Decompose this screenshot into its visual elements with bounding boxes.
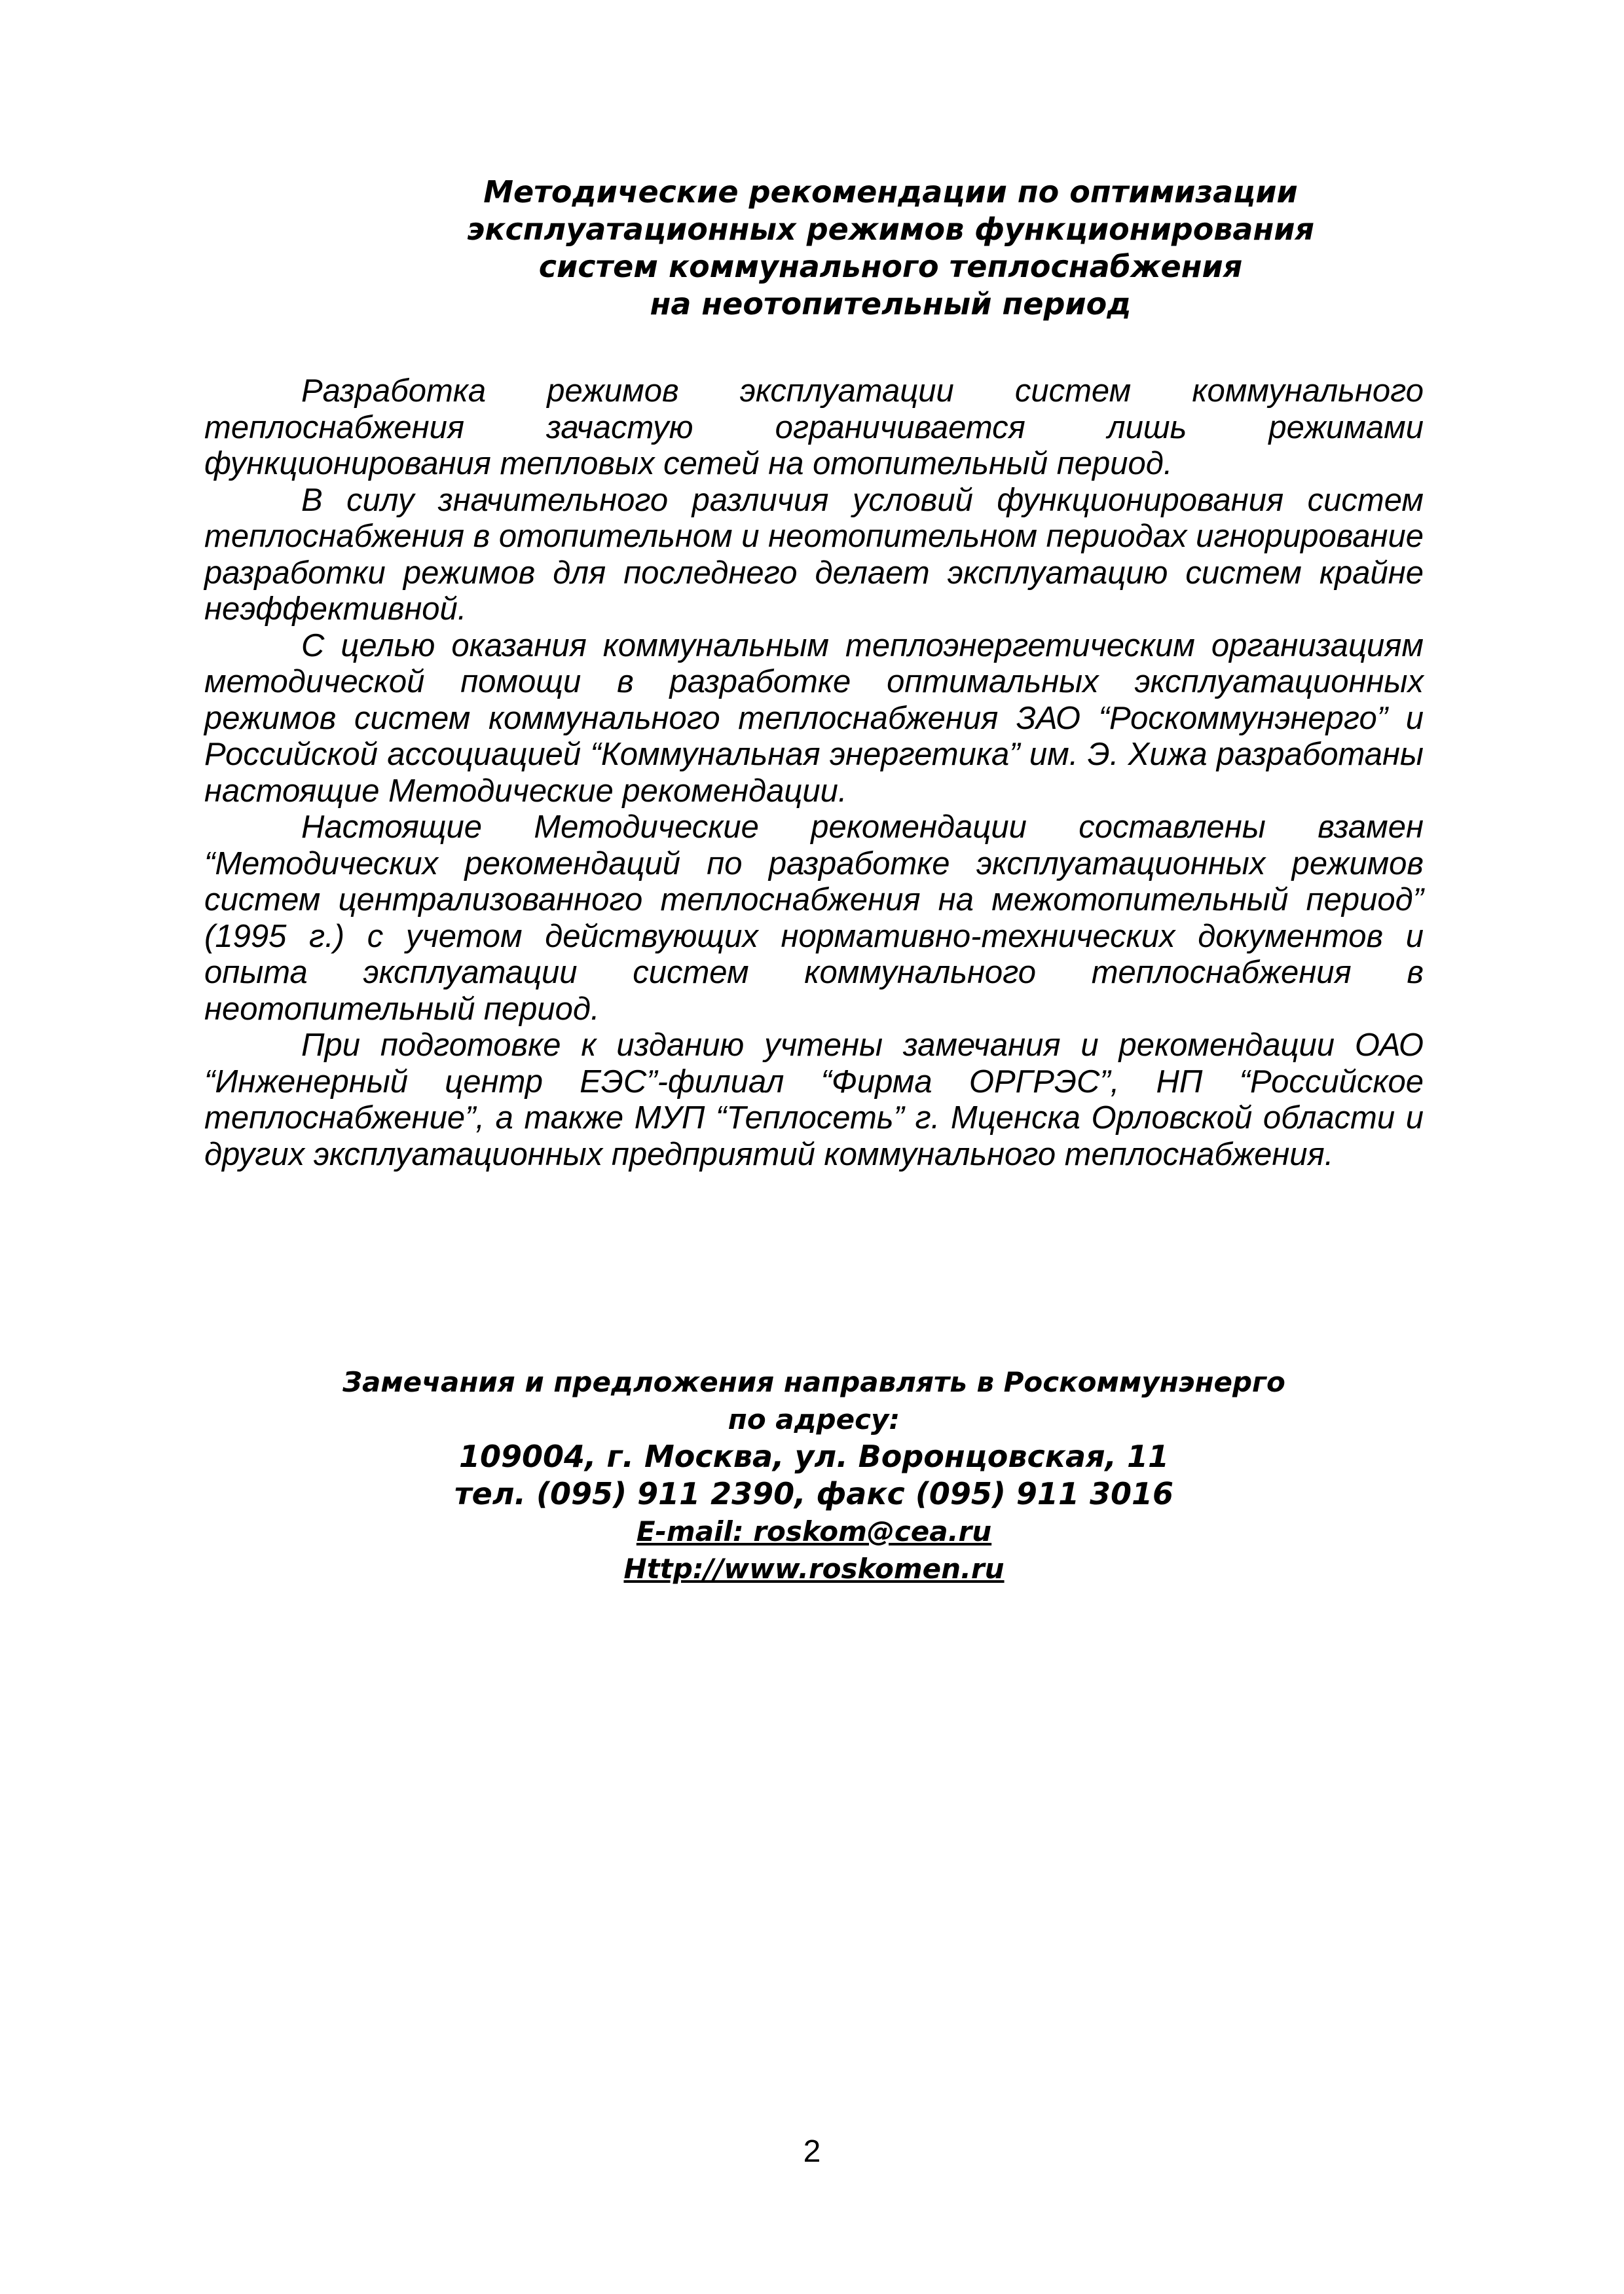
contact-intro: Замечания и предложения направлять в Роскоммунэнерго	[342, 1366, 1285, 1398]
title-line: систем коммунального теплоснабжения	[538, 249, 1243, 284]
paragraph: Разработка режимов эксплуатации систем коммунального теплоснабжения зачастую ограничивается лишь режимами функционирования тепловых сетей на отопительный период.	[204, 373, 1424, 481]
website-link[interactable]: Http://www.roskomen.ru	[623, 1553, 1005, 1585]
paragraph: При подготовке к изданию учтены замечания и рекомендации ОАО “Инженерный центр ЕЭС”-филиал “Фирма ОРГРЭС”, НП “Российское теплоснабжение”, а также МУП “Теплосеть” г. Мценска Орловской области и других эксплуатационных предприятий коммунального теплоснабжения.	[204, 1027, 1424, 1172]
title-line: на неотопительный период	[650, 286, 1132, 322]
email-link[interactable]: E-mail: roskom@cea.ru	[636, 1515, 992, 1547]
phone-fax: тел. (095) 911 2390, факс (095) 911 3016	[454, 1476, 1173, 1511]
contact-block	[204, 1363, 1424, 1587]
document-title	[288, 174, 1493, 323]
postal-address: 109004, г. Москва, ул. Воронцовская, 11	[458, 1439, 1170, 1474]
title-line: эксплуатационных режимов функционирования	[467, 212, 1314, 247]
paragraph: С целью оказания коммунальным теплоэнергетическим организациям методической помощи в разработке оптимальных эксплуатационных режимов систем коммунального теплоснабжения ЗАО “Роскоммунэнерго” и Российской ассоциацией “Коммунальная энергетика” им. Э. Хижа разработаны настоящие Методические рекомендации.	[204, 627, 1424, 809]
document-body	[204, 373, 1424, 1173]
contact-intro-address-label: по адресу:	[728, 1403, 900, 1435]
title-line: Методические рекомендации по оптимизации	[483, 174, 1298, 210]
page-number: 2	[803, 2134, 821, 2169]
paragraph: В силу значительного различия условий функционирования систем теплоснабжения в отопительном и неотопительном периодах игнорирование разработки режимов для последнего делает эксплуатацию систем крайне неэффективной.	[204, 482, 1424, 627]
paragraph: Настоящие Методические рекомендации составлены взамен “Методических рекомендаций по разработке эксплуатационных режимов систем централизованного теплоснабжения на межотопительный период” (1995 г.) с учетом действующих нормативно-технических документов и опыта эксплуатации систем коммунального теплоснабжения в неотопительный период.	[204, 809, 1424, 1027]
